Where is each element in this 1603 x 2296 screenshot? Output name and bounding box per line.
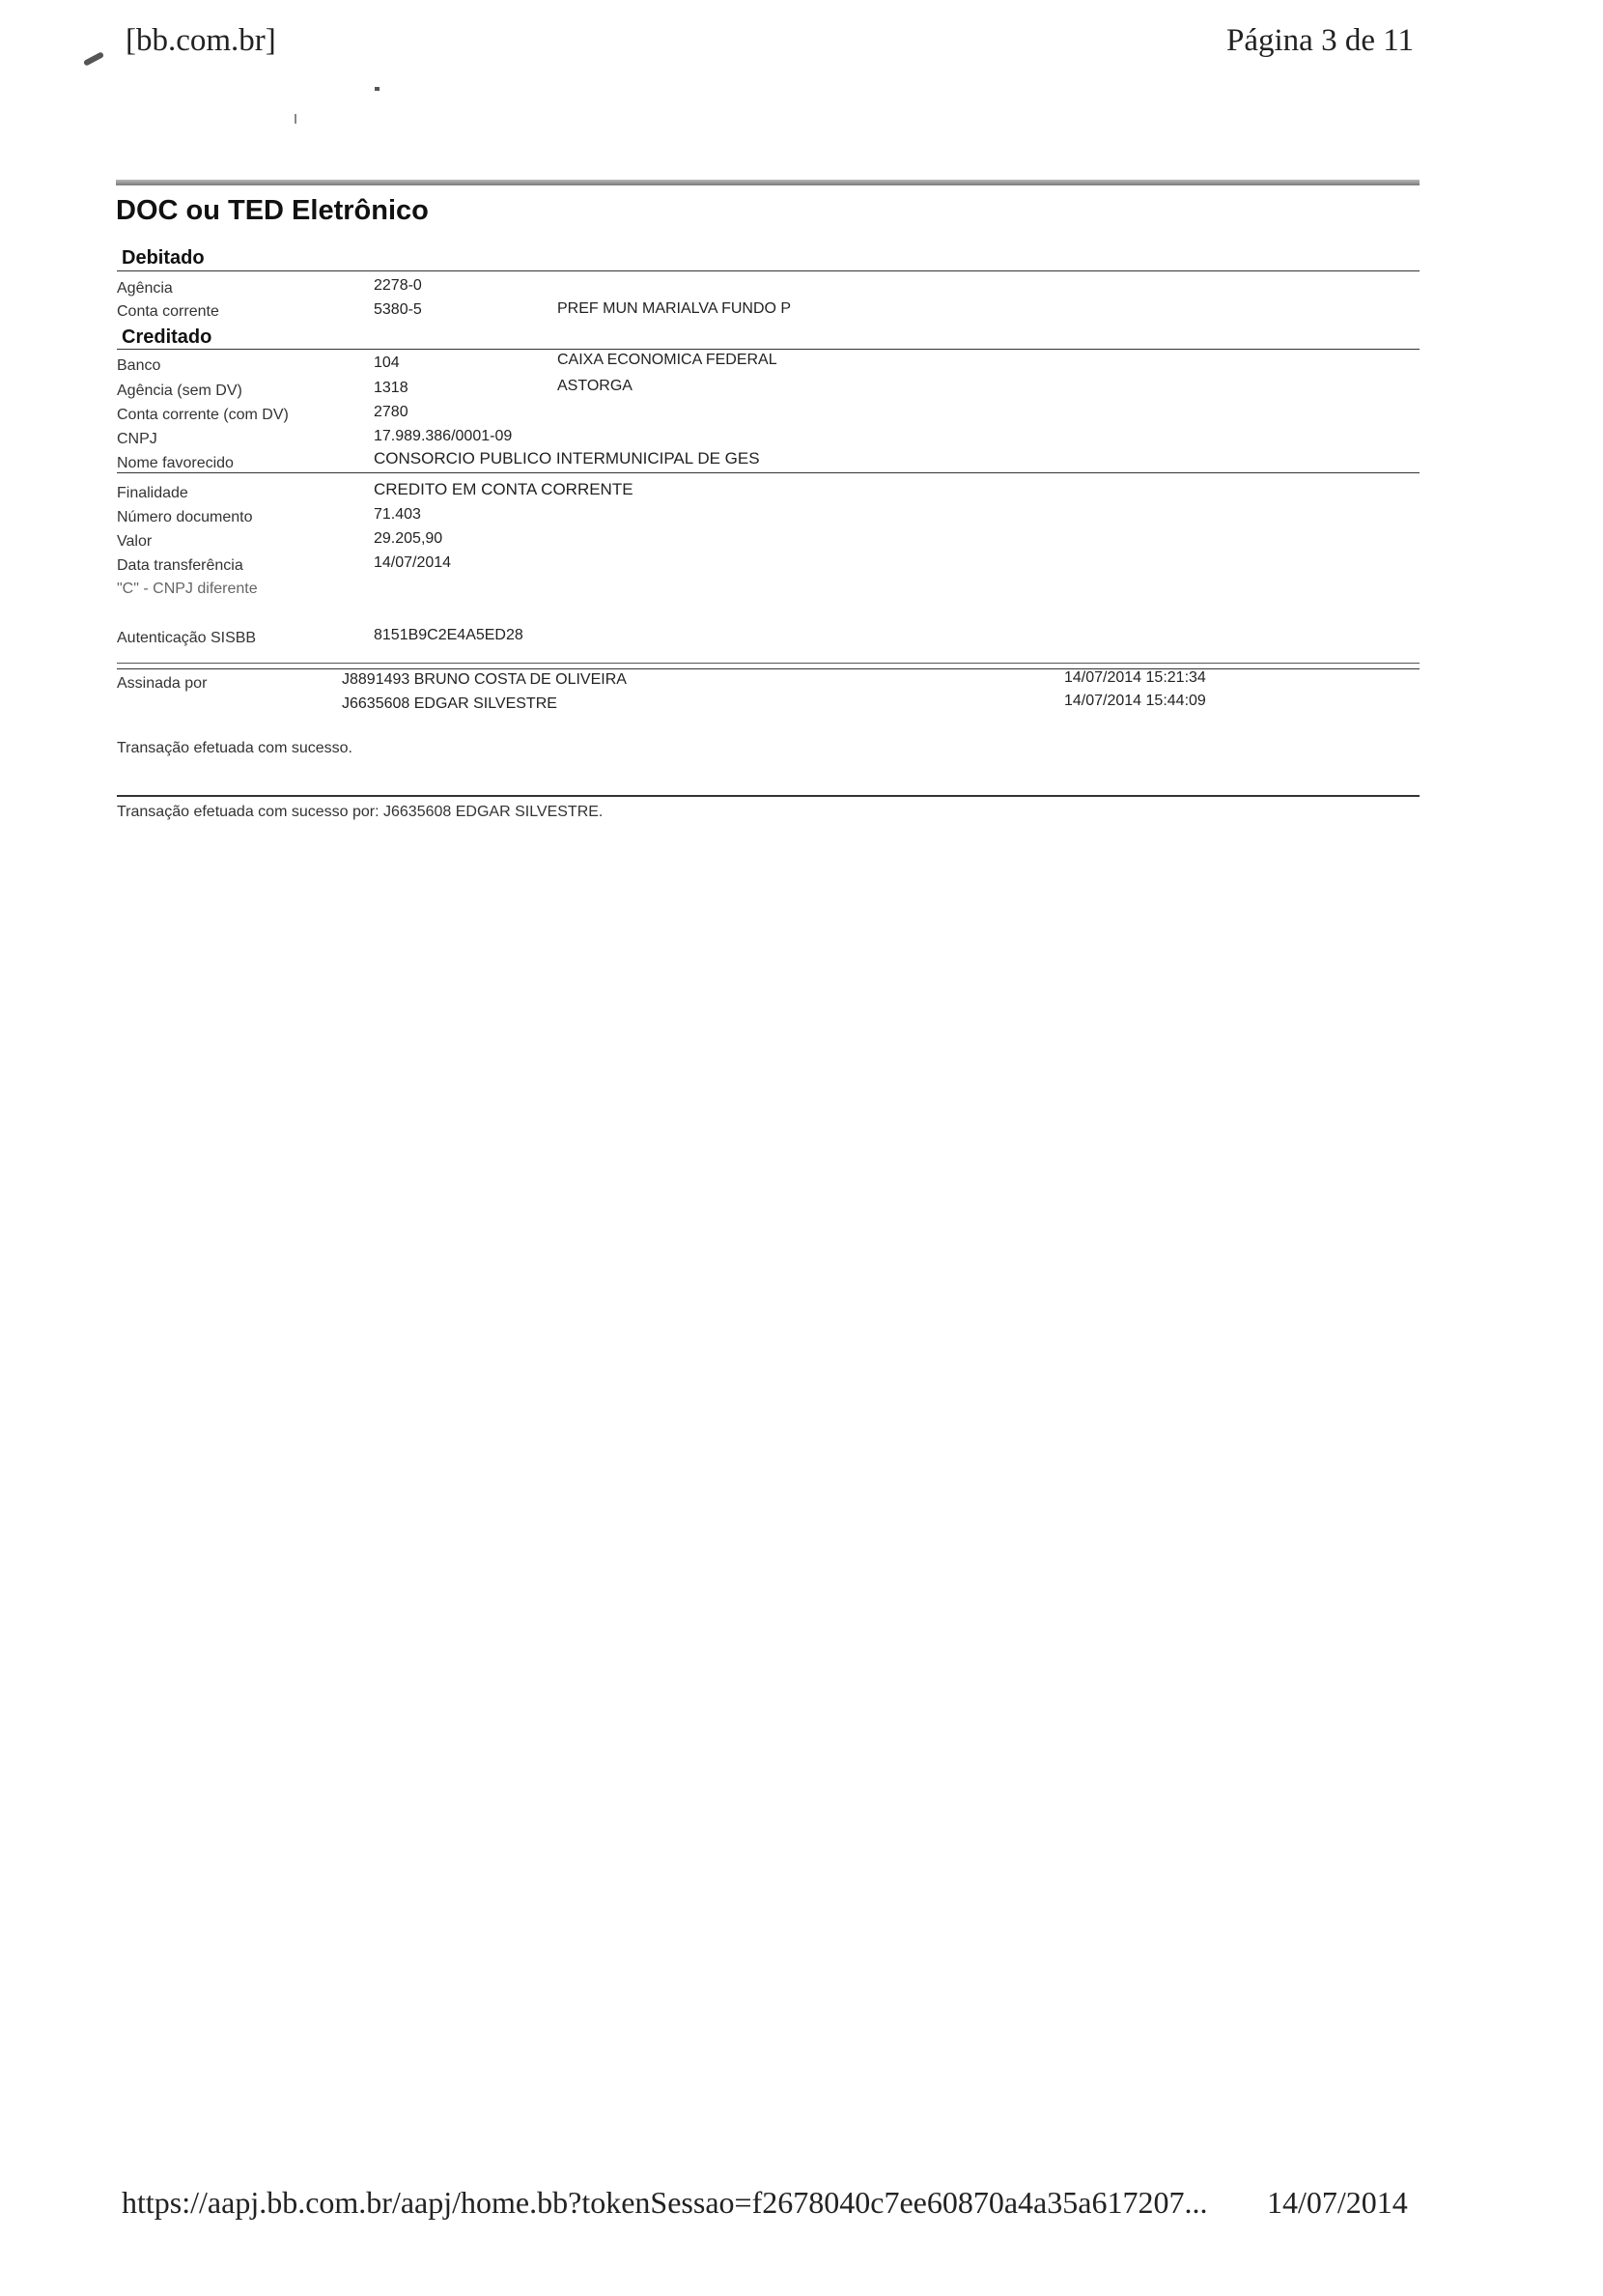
cnpj-value: 17.989.386/0001-09 xyxy=(374,428,513,444)
section-divider xyxy=(117,795,1420,797)
agencia-name: ASTORGA xyxy=(557,378,633,394)
section-divider xyxy=(117,270,1420,271)
scan-mark xyxy=(295,114,296,124)
document-title: DOC ou TED Eletrônico xyxy=(116,195,429,226)
conta-holder: PREF MUN MARIALVA FUNDO P xyxy=(557,300,792,317)
conta-corrente-value: 5380-5 xyxy=(374,301,422,318)
agencia-sem-dv-value: 1318 xyxy=(374,380,408,396)
autenticacao-value: 8151B9C2E4A5ED28 xyxy=(374,627,523,643)
cnpj-diferente-note: "C" - CNPJ diferente xyxy=(117,581,258,597)
numero-documento-label: Número documento xyxy=(117,509,253,525)
section-divider xyxy=(117,349,1420,350)
scan-mark xyxy=(83,51,104,67)
banco-name: CAIXA ECONOMICA FEDERAL xyxy=(557,352,777,368)
final-message: Transação efetuada com sucesso por: J6635608 EDGAR SILVESTRE. xyxy=(117,804,604,820)
nome-favorecido-value: CONSORCIO PUBLICO INTERMUNICIPAL DE GES xyxy=(374,449,760,468)
autenticacao-label: Autenticação SISBB xyxy=(117,630,257,646)
title-bar-rule xyxy=(116,180,1420,185)
print-header-site: [bb.com.br] xyxy=(126,23,276,58)
agencia-sem-dv-label: Agência (sem DV) xyxy=(117,383,242,399)
signer-name: J6635608 EDGAR SILVESTRE xyxy=(342,695,557,712)
banco-value: 104 xyxy=(374,354,400,371)
valor-value: 29.205,90 xyxy=(374,530,443,547)
section-divider xyxy=(117,663,1420,664)
conta-com-dv-value: 2780 xyxy=(374,404,408,420)
assinada-por-label: Assinada por xyxy=(117,675,208,692)
nome-favorecido-label: Nome favorecido xyxy=(117,455,234,471)
print-footer-url: https://aapj.bb.com.br/aapj/home.bb?tokenSessao=f2678040c7ee60870a4a35a617207... xyxy=(122,2185,1208,2220)
signer-timestamp: 14/07/2014 15:21:34 xyxy=(1064,669,1206,686)
section-creditado-heading: Creditado xyxy=(122,326,212,348)
data-transferencia-value: 14/07/2014 xyxy=(374,554,452,571)
valor-label: Valor xyxy=(117,533,153,550)
data-transferencia-label: Data transferência xyxy=(117,557,243,574)
print-footer-date: 14/07/2014 xyxy=(1267,2185,1408,2220)
finalidade-label: Finalidade xyxy=(117,485,188,501)
conta-com-dv-label: Conta corrente (com DV) xyxy=(117,407,289,423)
signer-timestamp: 14/07/2014 15:44:09 xyxy=(1064,693,1206,709)
numero-documento-value: 71.403 xyxy=(374,506,421,523)
finalidade-value: CREDITO EM CONTA CORRENTE xyxy=(374,480,633,498)
section-divider xyxy=(117,472,1420,473)
cnpj-label: CNPJ xyxy=(117,431,157,447)
scan-mark xyxy=(375,87,380,91)
signer-name: J8891493 BRUNO COSTA DE OLIVEIRA xyxy=(342,671,627,688)
status-message: Transação efetuada com sucesso. xyxy=(117,740,352,756)
agencia-value: 2278-0 xyxy=(374,277,422,294)
section-divider xyxy=(117,668,1420,669)
conta-corrente-label: Conta corrente xyxy=(117,303,219,320)
banco-label: Banco xyxy=(117,357,161,374)
agencia-label: Agência xyxy=(117,280,173,297)
print-header-page-number: Página 3 de 11 xyxy=(1226,23,1414,58)
section-debitado-heading: Debitado xyxy=(122,247,205,269)
